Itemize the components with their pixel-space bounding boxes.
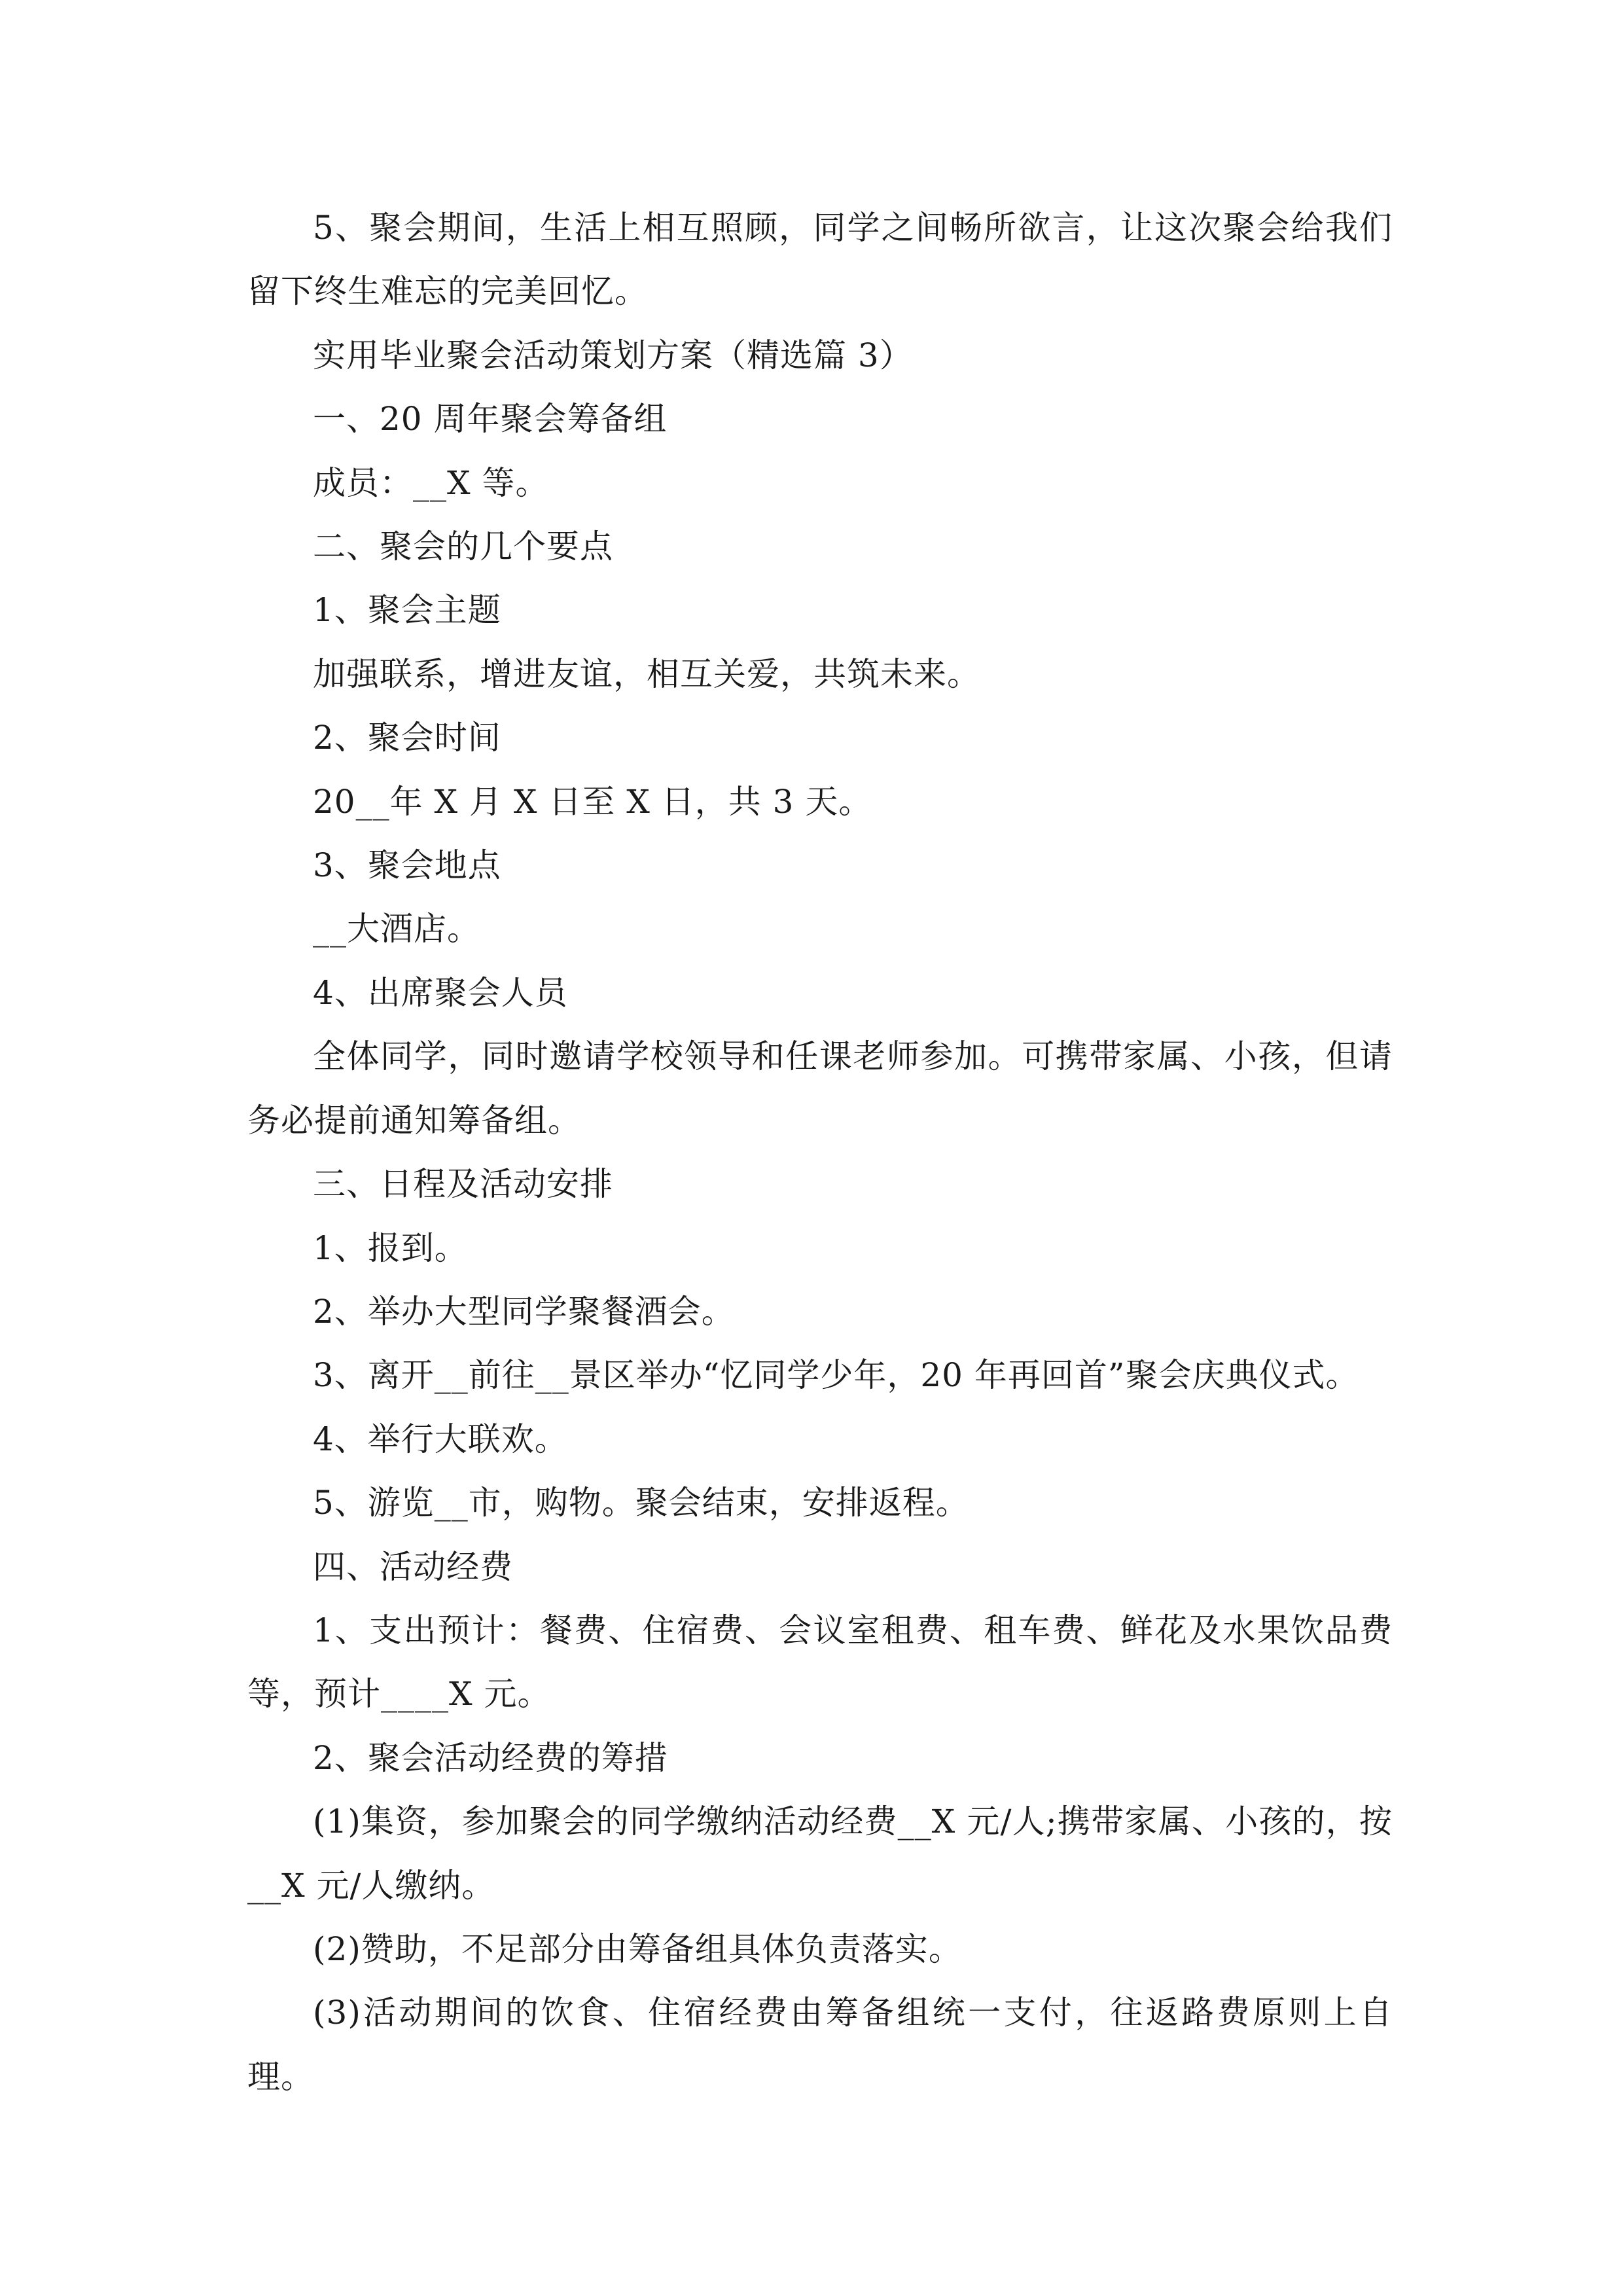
subheading-attendees: 4、出席聚会人员 [313, 973, 568, 1012]
section-title: 实用毕业聚会活动策划方案（精选篇 3） [313, 336, 913, 374]
paragraph-attendees: 全体同学，同时邀请学校领导和任课老师参加。可携带家属、小孩，但请务必提前通知筹备组。 [247, 1037, 1393, 1139]
schedule-item-2: 2、举办大型同学聚餐酒会。 [313, 1292, 735, 1331]
document-body [247, 196, 1393, 2109]
subheading-theme: 1、聚会主题 [313, 591, 501, 630]
schedule-item-3: 3、离开__前往__景区举办“忆同学少年，20 年再回首”聚会庆典仪式。 [313, 1356, 1359, 1395]
subheading-funding: 2、聚会活动经费的筹措 [313, 1738, 668, 1777]
paragraph-budget-estimate: 1、支出预计：餐费、住宿费、会议室租费、租车费、鲜花及水果饮品费等，预计____X 元。 [247, 1611, 1393, 1713]
paragraph-time: 20__年 X 月 X 日至 X 日，共 3 天。 [313, 782, 872, 821]
heading-budget: 四、活动经费 [313, 1547, 513, 1586]
subheading-location: 3、聚会地点 [313, 846, 501, 885]
heading-key-points: 二、聚会的几个要点 [313, 528, 613, 566]
funding-item-3: (3)活动期间的饮食、住宿经费由筹备组统一支付，往返路费原则上自理。 [247, 1994, 1393, 2096]
funding-item-1: (1)集资，参加聚会的同学缴纳活动经费__X 元/人;携带家属、小孩的，按__X 元/人缴纳。 [247, 1803, 1393, 1905]
paragraph-members: 成员：__X 等。 [313, 463, 549, 502]
schedule-item-1: 1、报到。 [313, 1229, 468, 1267]
subheading-time: 2、聚会时间 [313, 719, 501, 757]
heading-committee: 一、20 周年聚会筹备组 [313, 400, 668, 439]
funding-item-2: (2)赞助，不足部分由筹备组具体负责落实。 [313, 1929, 962, 1968]
schedule-item-4: 4、举行大联欢。 [313, 1420, 568, 1458]
heading-schedule: 三、日程及活动安排 [313, 1165, 613, 1204]
paragraph-closing-item-5: 5、聚会期间，生活上相互照顾，同学之间畅所欲言，让这次聚会给我们留下终生难忘的完美回忆。 [247, 209, 1393, 311]
schedule-item-5: 5、游览__市，购物。聚会结束，安排返程。 [313, 1484, 969, 1522]
paragraph-location: __大酒店。 [313, 910, 480, 948]
paragraph-theme: 加强联系，增进友谊，相互关爱，共筑未来。 [313, 655, 980, 693]
